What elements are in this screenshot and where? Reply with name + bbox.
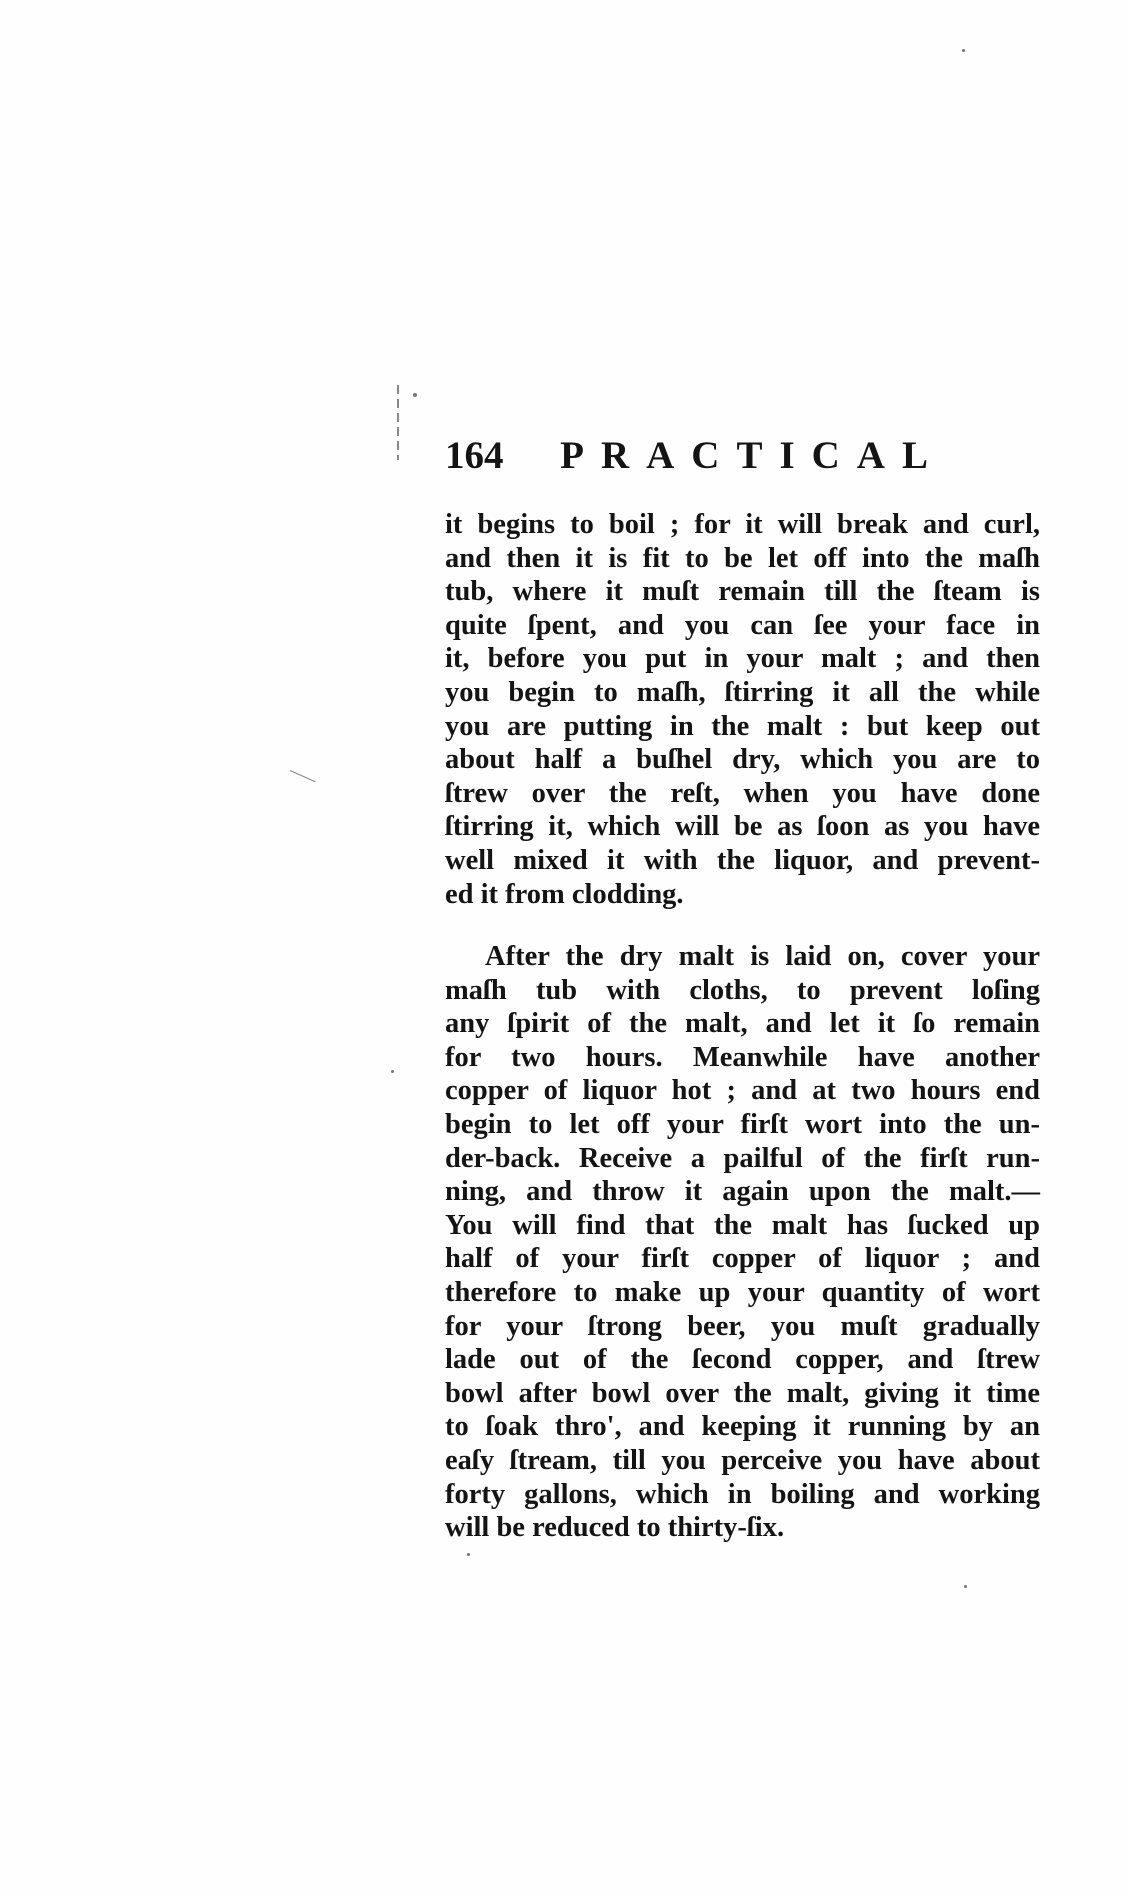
text-line: about half a buſhel dry, which you are to [445,744,1040,776]
text-line: quite ſpent, and you can ſee your face in [445,609,1040,641]
text-line: ning, and throw it again upon the malt.— [445,1176,1040,1208]
text-line: and then it is fit to be let off into the maſh [445,542,1040,574]
paragraph-1 [445,508,1040,911]
text-line: therefore to make up your quantity of wort [445,1276,1040,1308]
text-line: der-back. Receive a pailful of the firſt run- [445,1142,1040,1174]
ink-speck [413,393,417,397]
ink-speck [391,1070,394,1073]
ink-speck [964,1585,967,1588]
text-line: ed it from clodding. [445,878,684,910]
text-line: any ſpirit of the malt, and let it ſo remain [445,1008,1040,1040]
margin-mark [397,385,399,460]
text-line: half of your firſt copper of liquor ; and [445,1243,1040,1275]
text-line: lade out of the ſecond copper, and ſtrew [445,1344,1040,1376]
text-line: maſh tub with cloths, to prevent loſing [445,974,1040,1006]
ink-speck [467,1553,470,1556]
text-line: you begin to maſh, ſtirring it all the while [445,676,1040,708]
text-line: tub, where it muſt remain till the ſteam is [445,576,1040,608]
stray-mark [290,770,316,782]
text-line: it, before you put in your malt ; and then [445,643,1040,675]
text-line: for your ſtrong beer, you muſt gradually [445,1310,1040,1342]
text-line: to ſoak thro', and keeping it running by an [445,1411,1040,1443]
text-line: eaſy ſtream, till you perceive you have about [445,1444,1040,1476]
text-line: After the dry malt is laid on, cover your [485,941,1040,972]
text-line: will be reduced to thirty-ſix. [445,1512,785,1544]
text-line: ſtirring it, which will be as ſoon as you have [445,811,1040,843]
ink-speck [962,49,965,52]
page-header [445,430,945,480]
text-line: for two hours. Meanwhile have another [445,1041,1040,1073]
text-line: You will find that the malt has ſucked up [445,1209,1040,1241]
text-line: you are putting in the malt : but keep out [445,710,1040,742]
running-head: PRACTICAL [560,433,945,477]
text-line: begin to let off your firſt wort into the un- [445,1108,1040,1140]
paragraph-2 [445,940,1040,1545]
text-line: copper of liquor hot ; and at two hours end [445,1075,1040,1107]
text-line: ſtrew over the reſt, when you have done [445,777,1040,809]
page-number: 164 [445,433,504,477]
text-line: forty gallons, which in boiling and working [445,1478,1040,1510]
text-line: it begins to boil ; for it will break and curl, [445,509,1040,540]
text-line: bowl after bowl over the malt, giving it time [445,1377,1040,1409]
text-line: well mixed it with the liquor, and prevent- [445,844,1040,876]
